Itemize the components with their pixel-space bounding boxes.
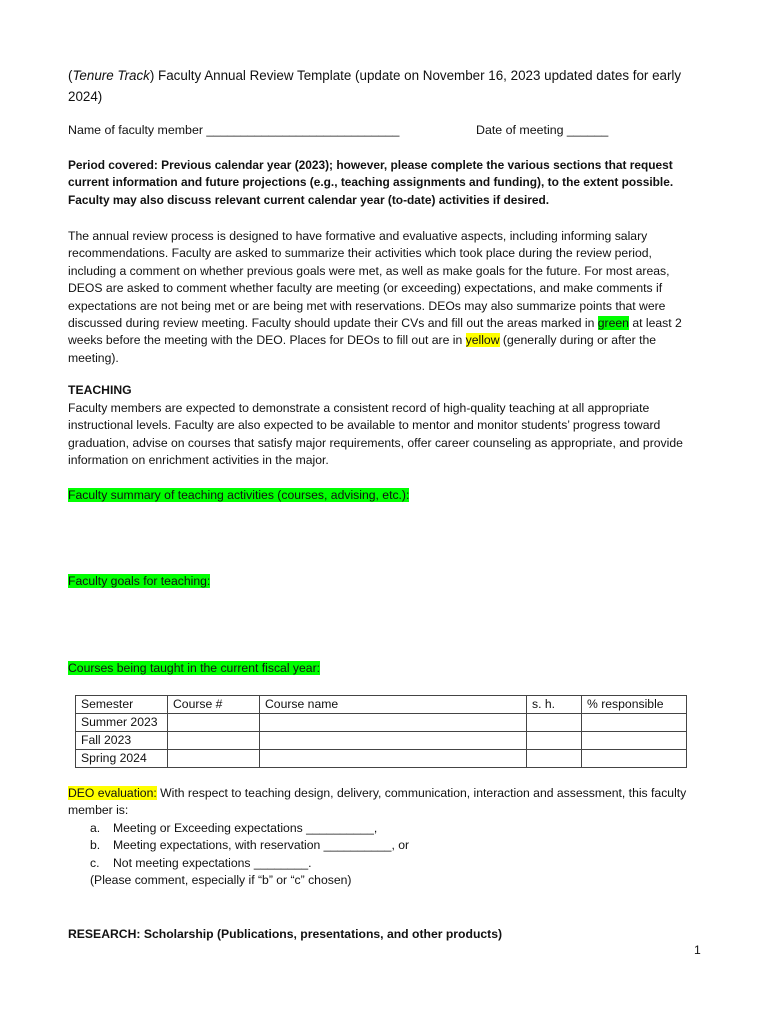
yellow-keyword: yellow [465, 333, 500, 348]
courses-field [68, 660, 698, 677]
option-marker: b. [90, 838, 101, 853]
option-text: Meeting expectations, with reservation __________, or [113, 838, 410, 853]
deo-option-c[interactable] [90, 855, 690, 872]
deo-comment-note: (Please comment, especially if “b” or “c” chosen) [90, 873, 352, 888]
semester-cell: Fall 2023 [76, 732, 168, 750]
course-name-cell[interactable] [260, 750, 527, 768]
title-open-paren: ( [68, 68, 73, 83]
period-covered: Period covered: Previous calendar year (2023); however, please complete the various sections that request current information and future projections (e.g., teaching assignments and funding), to the extent possible. Faculty may also discuss relevant current calendar year (to-date) activities if desired. [68, 158, 674, 207]
option-marker: c. [90, 855, 100, 870]
course-name-cell[interactable] [260, 732, 527, 750]
deo-options-list [90, 820, 690, 890]
intro-text-3: (generally during or after the meeting). [68, 333, 657, 365]
deo-evaluation [68, 785, 698, 820]
course-number-cell[interactable] [168, 714, 260, 732]
table-header-row [76, 696, 687, 714]
percent-responsible-cell[interactable] [582, 750, 687, 768]
document-title [68, 65, 698, 107]
teaching-paragraph: Faculty members are expected to demonstrate a consistent record of high-quality teaching at all appropriate instructional levels. Faculty are also expected to be available to mentor and monitor students’ progress toward graduation, advise on courses that satisfy major requirements, offer career counseling as appropriate, and provide information on enrichment activities in the major. [68, 401, 683, 468]
intro-paragraph [68, 228, 698, 367]
percent-responsible-cell[interactable] [582, 732, 687, 750]
header-semester-hours: s. h. [527, 696, 582, 714]
teaching-summary-label: Faculty summary of teaching activities (courses, advising, etc.): [68, 488, 410, 502]
deo-option-a[interactable] [90, 820, 690, 837]
option-text: Not meeting expectations ________. [113, 855, 312, 870]
teaching-goals-field[interactable] [68, 573, 698, 590]
courses-label: Courses being taught in the current fiscal year: [68, 661, 321, 675]
meeting-date-field[interactable]: Date of meeting ______ [476, 123, 609, 137]
course-name-cell[interactable] [260, 714, 527, 732]
semester-cell: Summer 2023 [76, 714, 168, 732]
header-course-name: Course name [260, 696, 527, 714]
page-number: 1 [694, 943, 701, 957]
title-emphasis: Tenure Track [72, 68, 150, 83]
deo-evaluation-text: With respect to teaching design, delivery, communication, interaction and assessment, this faculty member is: [68, 786, 687, 818]
semester-hours-cell[interactable] [527, 714, 582, 732]
research-heading: RESEARCH: Scholarship (Publications, presentations, and other products) [68, 927, 503, 941]
table-row [76, 714, 687, 732]
teaching-heading: TEACHING [68, 383, 132, 397]
semester-hours-cell[interactable] [527, 750, 582, 768]
table-row [76, 732, 687, 750]
intro-text-1: The annual review process is designed to have formative and evaluative aspects, including informing salary recommendations. Faculty are asked to summarize their activities which took place during the review period, including a comment on whether previous goals were met, as well as make goals for the future. For most areas, DEOS are asked to comment whether faculty are meeting (or exceeding) expectations, and make comments if expectations are not being met or are being met with reservations. DEOs may also summarize points that were discussed during review meeting. Faculty should update their CVs and fill out the areas marked in [68, 229, 670, 331]
header-course-number: Course # [168, 696, 260, 714]
course-number-cell[interactable] [168, 750, 260, 768]
percent-responsible-cell[interactable] [582, 714, 687, 732]
semester-cell: Spring 2024 [76, 750, 168, 768]
title-rest: ) Faculty Annual Review Template (update on November 16, 2023 updated dates for early 2024) [68, 68, 682, 104]
course-number-cell[interactable] [168, 732, 260, 750]
green-keyword: green [597, 316, 629, 331]
header-percent-responsible: % responsible [582, 696, 687, 714]
courses-table [75, 695, 687, 768]
header-semester: Semester [76, 696, 168, 714]
faculty-name-field[interactable]: Name of faculty member ____________________________ [68, 123, 400, 137]
table-row [76, 750, 687, 768]
teaching-summary-field[interactable] [68, 487, 698, 504]
option-text: Meeting or Exceeding expectations __________, [113, 821, 378, 835]
deo-option-b[interactable] [90, 837, 690, 854]
semester-hours-cell[interactable] [527, 732, 582, 750]
teaching-goals-label: Faculty goals for teaching: [68, 574, 211, 588]
deo-evaluation-label: DEO evaluation: [68, 786, 157, 800]
option-marker: a. [90, 821, 101, 835]
intro-text-2: at least 2 weeks before the meeting with the DEO. Places for DEOs to fill out are in [68, 316, 682, 348]
name-date-row [68, 122, 698, 139]
